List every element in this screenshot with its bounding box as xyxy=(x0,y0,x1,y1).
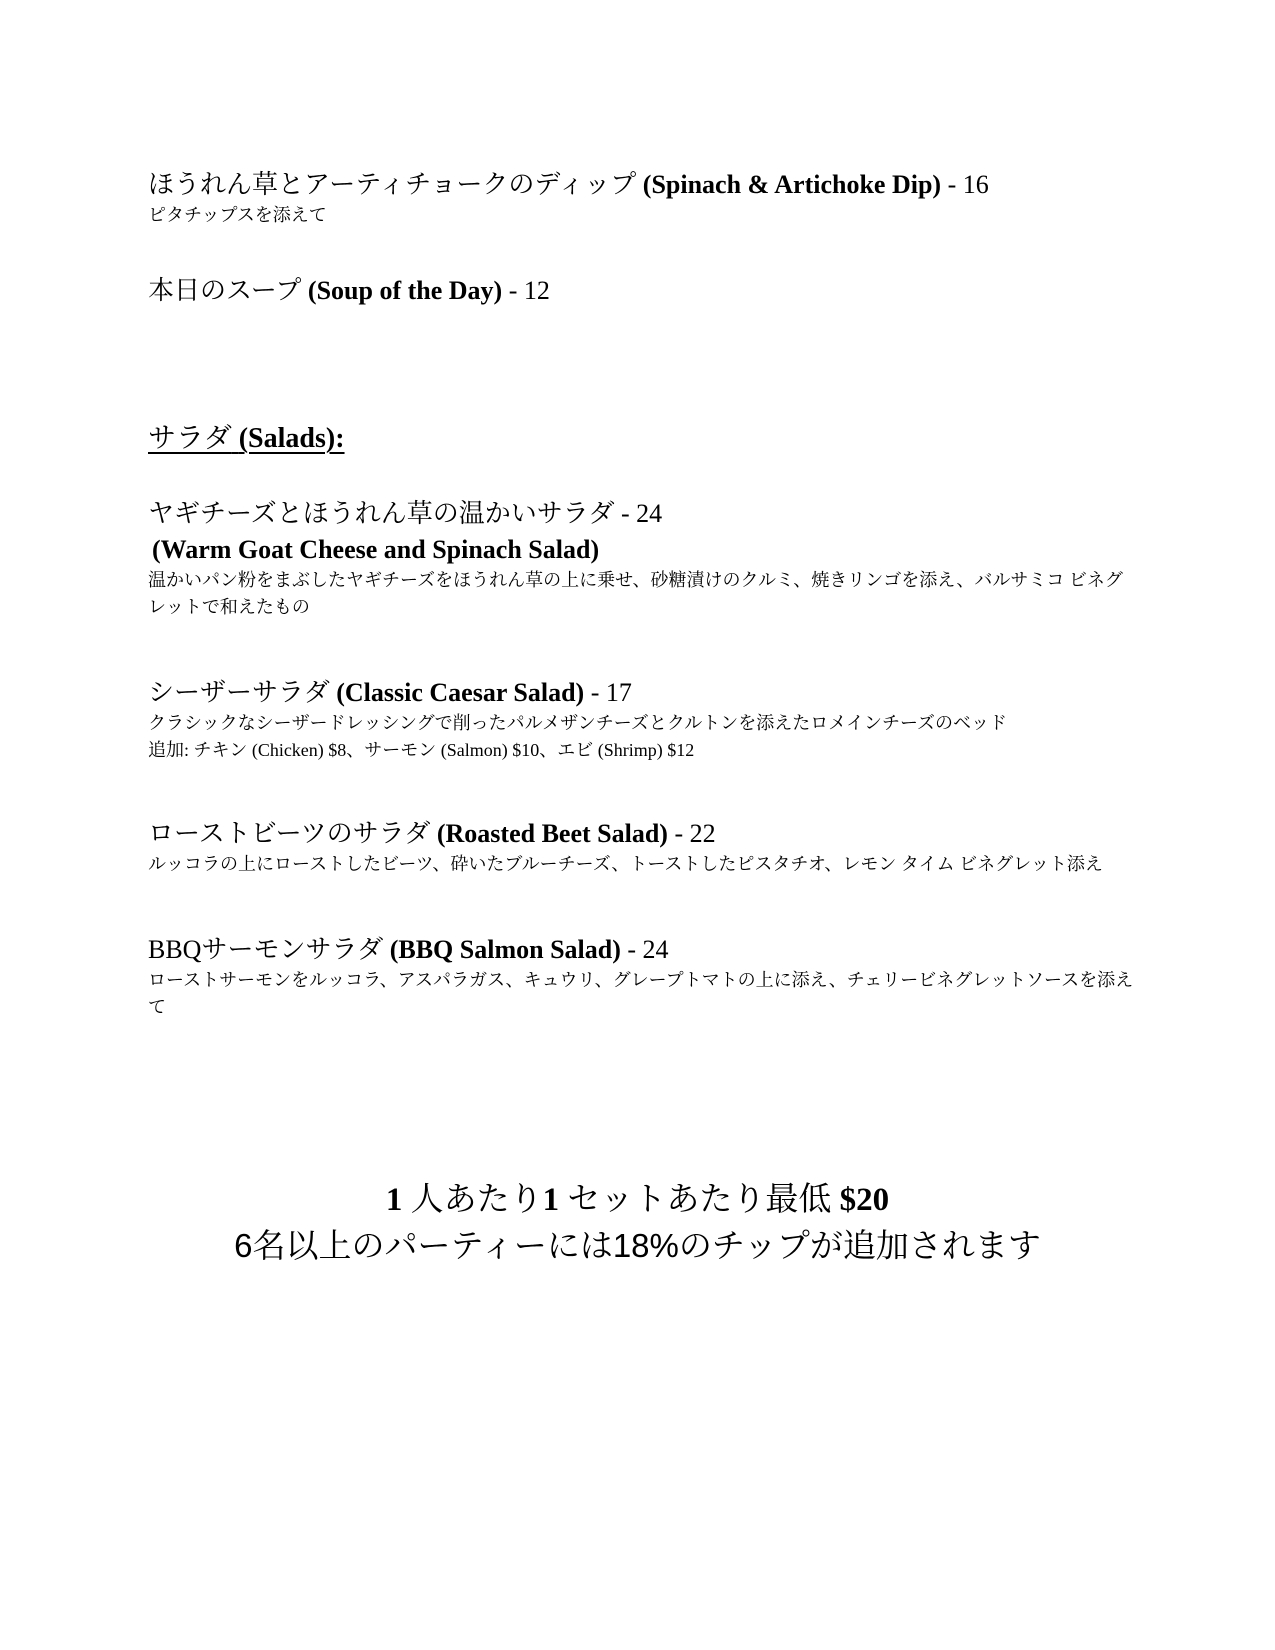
item-description: ローストサーモンをルッコラ、アスパラガス、キュウリ、グレープトマトの上に添え、チェリービネグレットソースを添えて xyxy=(148,970,1134,1017)
item-price: - 24 xyxy=(620,499,663,528)
item-name-jp: BBQサーモンサラダ xyxy=(148,935,384,964)
item-price: - 12 xyxy=(508,276,550,305)
menu-item-title xyxy=(148,274,1135,308)
minimum-prefix: 1 xyxy=(385,1182,403,1218)
item-price: - 24 xyxy=(627,935,669,964)
menu-item-title xyxy=(148,497,1135,531)
item-name-jp: ヤギチーズとほうれん草の温かいサラダ xyxy=(148,499,615,528)
minimum-mid3: セットあたり最低 xyxy=(567,1182,832,1218)
item-name-en: (BBQ Salmon Salad) xyxy=(389,935,621,964)
item-price: - 16 xyxy=(947,170,989,199)
menu-item-caesar-salad xyxy=(148,676,1135,764)
menu-item-goat-cheese-salad xyxy=(148,497,1135,621)
item-description: ピタチップスを添えて xyxy=(148,205,327,225)
menu-item-title xyxy=(148,933,1135,967)
item-description: クラシックなシーザードレッシングで削ったパルメザンチーズとクルトンを添えたロメインチーズのベッド xyxy=(148,713,1008,733)
section-title-en: (Salads): xyxy=(238,423,345,454)
gratuity-note: 6名以上のパーティーには18%のチップが追加されます xyxy=(234,1227,1041,1264)
section-heading-salads xyxy=(148,421,1135,457)
menu-item-beet-salad xyxy=(148,817,1135,878)
item-name-en: (Soup of the Day) xyxy=(307,276,503,305)
minimum-charge-note xyxy=(0,1177,1275,1223)
item-description: ルッコラの上にローストしたビーツ、砕いたブルーチーズ、トーストしたピスタチオ、レモン タイム ビネグレット添え xyxy=(148,854,1103,874)
section-title xyxy=(148,423,345,454)
minimum-mid1: 人あたり xyxy=(410,1182,543,1218)
item-name-jp: シーザーサラダ xyxy=(148,678,330,707)
item-name-en: (Warm Goat Cheese and Spinach Salad) xyxy=(152,535,600,564)
minimum-amount: $20 xyxy=(839,1182,890,1218)
item-name-jp: 本日のスープ xyxy=(148,276,302,305)
item-name-en: (Classic Caesar Salad) xyxy=(336,678,585,707)
item-name-en: (Spinach & Artichoke Dip) xyxy=(642,170,942,199)
item-name-jp: ほうれん草とアーティチョークのディップ xyxy=(148,170,637,199)
item-price: - 17 xyxy=(590,678,632,707)
minimum-mid2: 1 xyxy=(542,1182,560,1218)
menu-item-title-en-line xyxy=(148,533,1135,567)
item-name-en: (Roasted Beet Salad) xyxy=(436,819,668,848)
menu-item-title xyxy=(148,676,1135,710)
footer-notes xyxy=(0,1177,1275,1269)
menu-item-title xyxy=(148,817,1135,851)
menu-item-bbq-salmon-salad xyxy=(148,933,1135,1021)
item-addons: 追加: チキン (Chicken) $8、サーモン (Salmon) $10、エビ (Shrimp) $12 xyxy=(148,740,695,760)
item-description: 温かいパン粉をまぶしたヤギチーズをほうれん草の上に乗せ、砂糖漬けのクルミ、焼きリンゴを添え、バルサミコ ビネグレットで和えたもの xyxy=(148,570,1123,617)
menu-item-title xyxy=(148,168,1135,202)
menu-item-spinach-dip xyxy=(148,168,1135,229)
menu-item-soup xyxy=(148,274,1135,308)
item-price: - 22 xyxy=(674,819,716,848)
section-title-jp: サラダ xyxy=(148,423,232,454)
item-name-jp: ローストビーツのサラダ xyxy=(148,819,431,848)
